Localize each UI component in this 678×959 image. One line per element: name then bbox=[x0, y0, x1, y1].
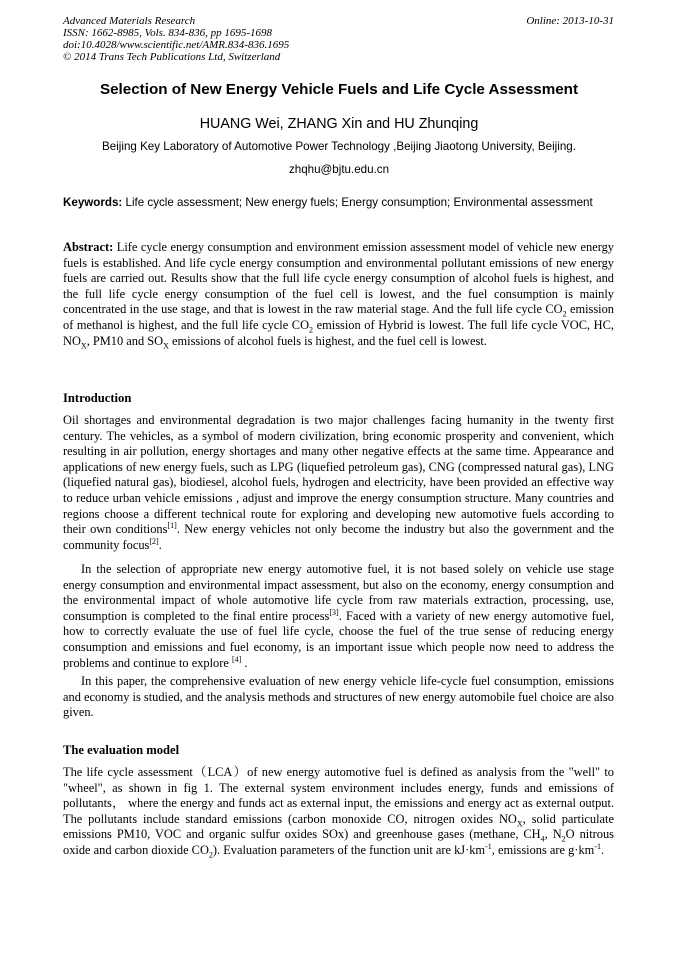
affiliation: Beijing Key Laboratory of Automotive Power Technology ,Beijing Jiaotong University, Beijing. bbox=[102, 140, 576, 153]
intro-paragraph-3: In this paper, the comprehensive evaluation of new energy vehicle life-cycle fuel consumption, emissions and economy is studied, and the analysis methods and structures of new energy automobile fuel choice are also given. bbox=[63, 674, 614, 720]
intro-paragraph-1 bbox=[63, 413, 614, 553]
introduction-heading: Introduction bbox=[63, 391, 132, 405]
intro-paragraph-2 bbox=[63, 562, 614, 671]
eval-text: The life cycle assessment（LCA）of new energy automotive fuel is defined as analysis from the "well" to "wheel", as shown in fig 1. The external system environment includes energy, funds and emissions of pollutants， where the energy and funds act as external input, the emissions and energy act as external output. The pollutants include standard emissions (carbon monoxide CO, nitrogen oxides NO bbox=[63, 765, 614, 826]
abstract-text: emission of methanol is highest, and the full life cycle CO bbox=[63, 302, 615, 332]
citation-ref[interactable]: [4] bbox=[231, 654, 242, 664]
evaluation-heading: The evaluation model bbox=[63, 743, 180, 757]
abstract-label: Abstract: bbox=[63, 240, 114, 254]
copyright-line: © 2014 Trans Tech Publications Ltd, Switzerland bbox=[63, 51, 281, 63]
superscript: -1 bbox=[485, 841, 492, 851]
subscript: X bbox=[80, 341, 87, 351]
evaluation-paragraph bbox=[63, 765, 614, 859]
eval-text: , solid particulate emissions PM10, VOC and organic sulfur oxides SOx) and greenhouse gases (methane, CH bbox=[63, 811, 614, 842]
abstract-text: Life cycle energy consumption and environment emission assessment model of vehicle new energy fuels is established. And life cycle energy consumption and environmental pollutant emissions of new energy fuels are carried out. Results show that the full life cycle energy consumption of alcohol fuels is highest, and the full life cycle energy consumption of the fuel cell is lowest, and the fuel consumption is mainly concentrated in the use stage, and that is lowest in the raw material stage. And the full life cycle CO bbox=[63, 240, 614, 317]
intro-text: . Faced with a variety of new energy automotive fuel, how to correctly evaluate the use of fuel life cycle, choose the fuel of the true sense of reducing energy consumption and emissions and fuel economy, is an important issue which people now need to address the problems and continue to explore bbox=[63, 608, 614, 670]
subscript: X bbox=[163, 341, 169, 351]
abstract-text: , PM10 and SO bbox=[86, 333, 164, 348]
subscript: X bbox=[516, 819, 523, 829]
online-date: Online: 2013-10-31 bbox=[526, 15, 614, 27]
citation-ref[interactable]: [2] bbox=[149, 536, 159, 546]
abstract-text: emissions of alcohol fuels is highest, and the fuel cell is lowest. bbox=[168, 333, 487, 348]
subscript: 2 bbox=[562, 309, 567, 319]
citation-ref[interactable]: [3] bbox=[329, 607, 339, 617]
abstract bbox=[63, 240, 614, 349]
author-email[interactable]: zhqhu@bjtu.edu.cn bbox=[288, 163, 390, 176]
intro-text: . bbox=[158, 537, 162, 552]
authors: HUANG Wei, ZHANG Xin and HU Zhunqing bbox=[199, 116, 479, 132]
intro-text: . New energy vehicles not only become the industry but also the government and the community focus bbox=[63, 522, 614, 552]
issn-line: ISSN: 1662-8985, Vols. 834-836, pp 1695-1698 bbox=[63, 27, 272, 39]
subscript: 2 bbox=[309, 325, 314, 335]
subscript: 2 bbox=[561, 834, 566, 844]
eval-text: ). Evaluation parameters of the function unit are kJ·km bbox=[212, 842, 486, 857]
intro-text: . bbox=[241, 655, 248, 670]
superscript: -1 bbox=[594, 841, 601, 851]
keywords-text: Life cycle assessment; New energy fuels; Energy consumption; Environmental assessment bbox=[122, 196, 593, 209]
doi-line[interactable]: doi:10.4028/www.scientific.net/AMR.834-836.1695 bbox=[63, 39, 290, 51]
journal-name: Advanced Materials Research bbox=[63, 15, 196, 27]
keywords-label: Keywords: bbox=[63, 196, 123, 209]
abstract-text: emission of Hybrid is lowest. The full life cycle VOC, HC, NO bbox=[63, 317, 614, 348]
eval-text: . bbox=[600, 842, 605, 857]
subscript: 4 bbox=[540, 834, 545, 844]
intro-text: Oil shortages and environmental degradation is two major challenges facing humanity in the twenty first century. The vehicles, as a symbol of modern civilization, bring economic prosperity and convenient, which resulting in air pollution, energy shortages and many other negative effects at the same time. Appearance and applications of new energy fuels, such as LPG (liquefied petroleum gas), CNG (compressed natural gas), LNG (liquefied natural gas), biodiesel, alcohol fuels, hydrogen and electricity, have been provided an effective way to reduce urban vehicle emissions , adjust and improve the energy consumption structure. Many countries and regions choose a different technical route for exploring and developing new automotive fuels according to their own conditions bbox=[63, 413, 614, 537]
keywords-block bbox=[63, 196, 614, 209]
paper-title: Selection of New Energy Vehicle Fuels and Life Cycle Assessment bbox=[99, 81, 578, 98]
subscript: 2 bbox=[208, 850, 213, 860]
journal-header bbox=[63, 15, 443, 63]
citation-ref[interactable]: [1] bbox=[167, 521, 177, 531]
intro-text: In the selection of appropriate new energy automotive fuel, it is not based solely on vehicle use stage energy consumption and environmental impact assessment, but also on the economy, energy consumption and the environmental impact of whole automotive life cycle from raw materials extraction, processing, use, consumption is completed to the final entire process bbox=[63, 562, 614, 623]
eval-text: , N bbox=[544, 827, 562, 842]
eval-text: , emissions are g·km bbox=[491, 842, 595, 857]
eval-text: O nitrous oxide and carbon dioxide CO bbox=[63, 827, 614, 857]
